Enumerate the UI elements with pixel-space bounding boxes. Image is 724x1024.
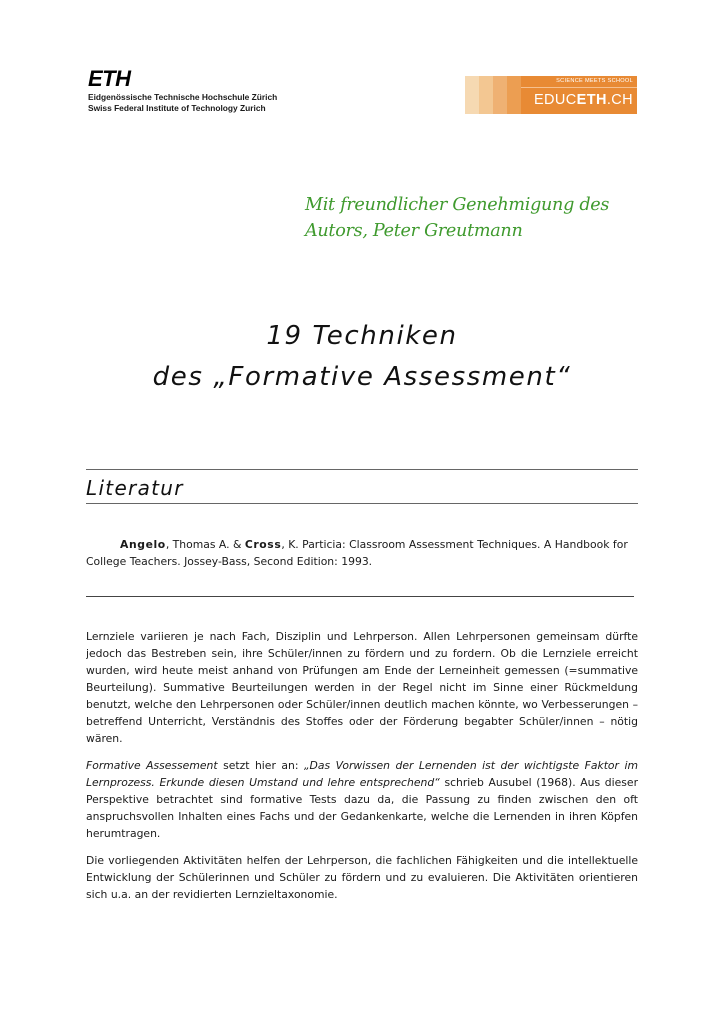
paragraph-line: herumtragen.: [86, 827, 161, 840]
paragraph-line: Entwicklung der Schülerinnen und Schüler zu fördern und zu evaluieren. Die Aktivitäten orientieren: [86, 871, 638, 884]
reference-line: [120, 536, 628, 553]
educeth-tagline: SCIENCE MEETS SCHOOL: [556, 78, 633, 84]
paragraph-line: jedoch das Bestreben sein, ihre Schüler/innen zu fördern und zu fordern. Ob die Lernziele erreicht: [86, 647, 638, 660]
paragraph-line: anspruchsvollen Inhalten eines Fachs und der Gedankenkarte, welche die Lernenden in ihren Köpfen: [86, 810, 638, 823]
institution-name-en: Swiss Federal Institute of Technology Zurich: [88, 103, 266, 113]
paragraph-line: Lernziele variieren je nach Fach, Disziplin und Lehrperson. Allen Lehrpersonen gemeinsam dürfte: [86, 630, 638, 643]
reference-line: College Teachers. Jossey-Bass, Second Edition: 1993.: [86, 555, 373, 568]
banner-divider: [521, 87, 637, 88]
section-rule-top: [86, 469, 638, 470]
section-rule-bottom: [86, 503, 638, 504]
banner-stripe: [493, 76, 507, 114]
section-heading: Literatur: [86, 476, 184, 500]
document-title-line: 19 Techniken: [266, 321, 458, 351]
banner-stripe: [465, 76, 479, 114]
eth-logo: ETH: [88, 66, 131, 91]
reference-text: , Thomas A. &: [165, 538, 245, 551]
educeth-name: [534, 90, 633, 110]
paragraph-line: wären.: [86, 732, 123, 745]
paragraph-line: Beurteilung). Summative Beurteilungen werden in der Regel nicht im Sinne einer Rückmeldung: [86, 681, 638, 694]
document-title-line: des „Formative Assessment“: [152, 362, 572, 392]
paragraph-line: wurden, wird heute meist anhand von Prüfungen am Ende der Lerneinheit gemessen (=summative: [86, 664, 638, 677]
institution-name-de: Eidgenössische Technische Hochschule Zürich: [88, 92, 278, 102]
quote-italic: „Das Vorwissen der Lernenden ist der wichtigste Faktor im: [303, 759, 638, 772]
reference-divider: [86, 596, 634, 597]
paragraph-line: Die vorliegenden Aktivitäten helfen der Lehrperson, die fachlichen Fähigkeiten und die intellektuelle: [86, 854, 638, 867]
educeth-logo: [465, 76, 637, 114]
reference-author: Angelo: [120, 538, 166, 551]
banner-stripe: [507, 76, 521, 114]
banner-stripe: [479, 76, 493, 114]
educeth-name-suffix: .CH: [606, 92, 633, 108]
paragraph-line: [86, 757, 638, 774]
term-italic: Formative Assessement: [86, 759, 218, 772]
paragraph-line: [86, 774, 638, 791]
quote-italic: Lernprozess. Erkunde diesen Umstand und lehre entsprechend“: [86, 776, 440, 789]
paragraph-line: benutzt, welche den Lehrpersonen oder Schüler/innen deutlich machen könnte, wo Verbesserungen –: [86, 698, 638, 711]
permission-note-line: Mit freundlicher Genehmigung des: [305, 195, 610, 215]
permission-note-line: Autors, Peter Greutmann: [305, 221, 523, 241]
paragraph-line: Perspektive betrachtet sind formative Tests dazu da, die Passung zu finden zwischen den oft: [86, 793, 638, 806]
educeth-name-bold: ETH: [576, 92, 607, 108]
text-run: schrieb Ausubel (1968). Aus dieser: [444, 776, 638, 789]
reference-author: Cross: [244, 538, 282, 551]
paragraph-line: betreffend Unterricht, Verständnis des Stoffes oder der Förderung begabter Schüler/innen – nötig: [86, 715, 638, 728]
reference-text: , K. Particia: Classroom Assessment Techniques. A Handbook for: [281, 538, 628, 551]
text-run: setzt hier an:: [223, 759, 304, 772]
paragraph-line: sich u.a. an der revidierten Lernzieltaxonomie.: [86, 888, 338, 901]
educeth-name-prefix: EDUC: [533, 92, 577, 108]
